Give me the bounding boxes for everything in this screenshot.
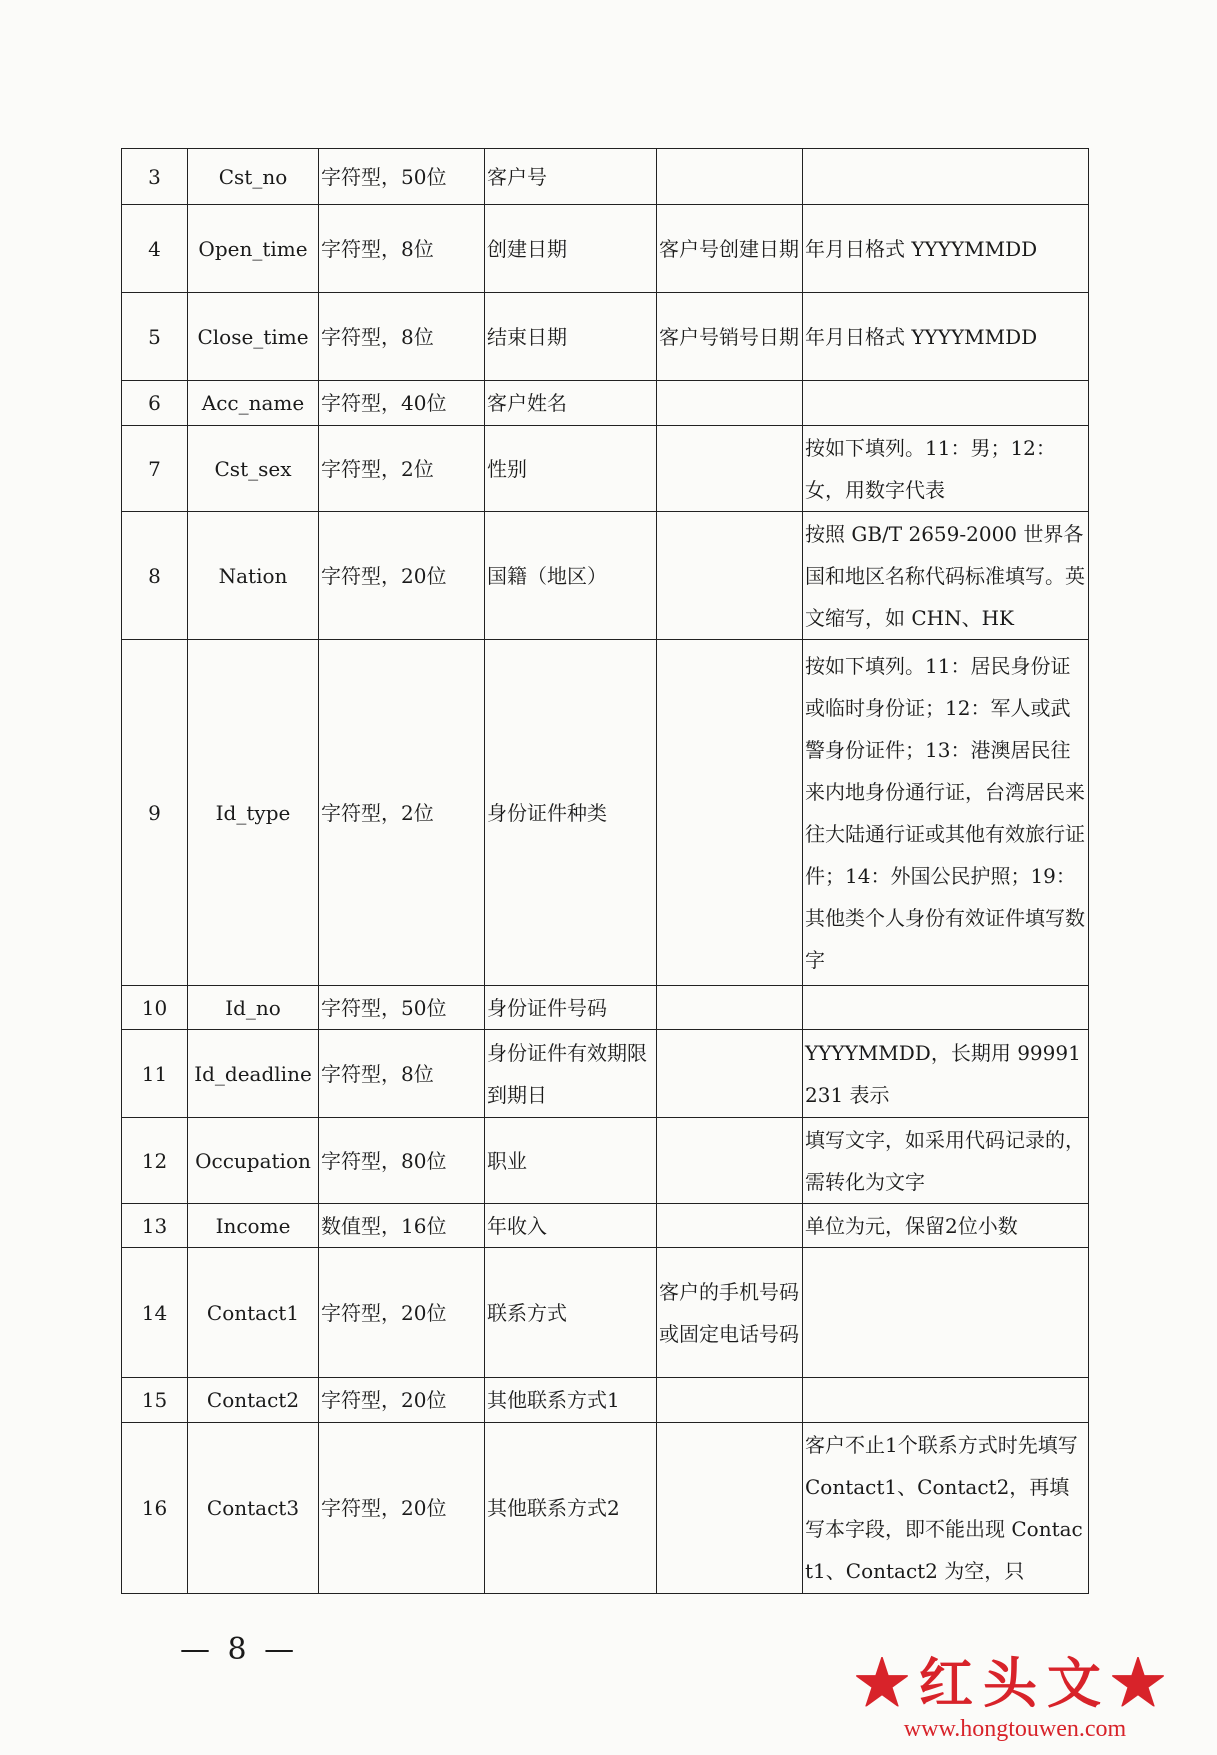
field-label: 年收入 xyxy=(485,1204,657,1248)
field-remark xyxy=(803,1248,1089,1378)
field-label: 身份证件有效期限到期日 xyxy=(485,1030,657,1118)
table-body xyxy=(122,149,1089,1594)
field-remark: YYYYMMDD，长期用 99991231 表示 xyxy=(803,1030,1089,1118)
field-name: Cst_sex xyxy=(188,426,319,512)
table-row xyxy=(122,1204,1089,1248)
field-label: 性别 xyxy=(485,426,657,512)
table-row xyxy=(122,986,1089,1030)
field-remark xyxy=(803,986,1089,1030)
field-name: Open_time xyxy=(188,205,319,293)
table-row xyxy=(122,512,1089,640)
star-icon: ★ xyxy=(855,1651,919,1715)
field-type: 字符型，20位 xyxy=(319,1423,485,1594)
table-row xyxy=(122,1248,1089,1378)
field-type: 字符型，40位 xyxy=(319,381,485,426)
table-row xyxy=(122,1030,1089,1118)
field-name: Id_no xyxy=(188,986,319,1030)
field-description xyxy=(657,1423,803,1594)
field-type: 字符型，80位 xyxy=(319,1118,485,1204)
field-description: 客户号创建日期 xyxy=(657,205,803,293)
table-row xyxy=(122,426,1089,512)
field-description xyxy=(657,149,803,205)
field-name: Acc_name xyxy=(188,381,319,426)
row-number: 11 xyxy=(122,1030,188,1118)
field-type: 字符型，2位 xyxy=(319,640,485,986)
row-number: 7 xyxy=(122,426,188,512)
field-description xyxy=(657,986,803,1030)
row-number: 8 xyxy=(122,512,188,640)
row-number: 10 xyxy=(122,986,188,1030)
field-remark: 按照 GB/T 2659-2000 世界各国和地区名称代码标准填写。英文缩写，如 CHN、HK xyxy=(803,512,1089,640)
field-type: 字符型，20位 xyxy=(319,1248,485,1378)
field-description xyxy=(657,1030,803,1118)
field-label: 其他联系方式1 xyxy=(485,1378,657,1423)
field-label: 国籍（地区） xyxy=(485,512,657,640)
field-remark: 年月日格式 YYYYMMDD xyxy=(803,293,1089,381)
field-type: 数值型，16位 xyxy=(319,1204,485,1248)
field-name: Id_deadline xyxy=(188,1030,319,1118)
watermark-url: www.hongtouwen.com xyxy=(903,1716,1127,1742)
field-type: 字符型，50位 xyxy=(319,986,485,1030)
field-description: 客户号销号日期 xyxy=(657,293,803,381)
field-description xyxy=(657,1378,803,1423)
field-name: Nation xyxy=(188,512,319,640)
field-label: 结束日期 xyxy=(485,293,657,381)
table-row xyxy=(122,1423,1089,1594)
table-row xyxy=(122,1118,1089,1204)
row-number: 14 xyxy=(122,1248,188,1378)
table-row xyxy=(122,1378,1089,1423)
field-name: Close_time xyxy=(188,293,319,381)
field-description xyxy=(657,426,803,512)
row-number: 12 xyxy=(122,1118,188,1204)
field-remark: 年月日格式 YYYYMMDD xyxy=(803,205,1089,293)
field-remark xyxy=(803,149,1089,205)
field-remark: 按如下填列。11：男；12：女，用数字代表 xyxy=(803,426,1089,512)
field-description: 客户的手机号码或固定电话号码 xyxy=(657,1248,803,1378)
field-label: 创建日期 xyxy=(485,205,657,293)
row-number: 6 xyxy=(122,381,188,426)
field-description xyxy=(657,1118,803,1204)
field-remark xyxy=(803,1378,1089,1423)
table-row xyxy=(122,293,1089,381)
row-number: 4 xyxy=(122,205,188,293)
star-icon: ★ xyxy=(1111,1651,1175,1715)
field-name: Income xyxy=(188,1204,319,1248)
field-type: 字符型，8位 xyxy=(319,293,485,381)
row-number: 3 xyxy=(122,149,188,205)
field-type: 字符型，8位 xyxy=(319,1030,485,1118)
data-dictionary-table xyxy=(121,148,1089,1594)
page-number: — 8 — xyxy=(180,1632,299,1667)
table-row xyxy=(122,149,1089,205)
table-row xyxy=(122,640,1089,986)
field-description xyxy=(657,1204,803,1248)
field-remark xyxy=(803,381,1089,426)
field-name: Contact3 xyxy=(188,1423,319,1594)
field-type: 字符型，20位 xyxy=(319,512,485,640)
field-label: 客户号 xyxy=(485,149,657,205)
field-label: 其他联系方式2 xyxy=(485,1423,657,1594)
row-number: 16 xyxy=(122,1423,188,1594)
field-remark: 单位为元，保留2位小数 xyxy=(803,1204,1089,1248)
field-type: 字符型，8位 xyxy=(319,205,485,293)
field-description xyxy=(657,512,803,640)
field-name: Id_type xyxy=(188,640,319,986)
field-type: 字符型，20位 xyxy=(319,1378,485,1423)
field-description xyxy=(657,640,803,986)
watermark-title xyxy=(825,1652,1205,1714)
field-label: 职业 xyxy=(485,1118,657,1204)
field-label: 身份证件种类 xyxy=(485,640,657,986)
field-name: Contact2 xyxy=(188,1378,319,1423)
field-type: 字符型，2位 xyxy=(319,426,485,512)
field-name: Occupation xyxy=(188,1118,319,1204)
field-label: 联系方式 xyxy=(485,1248,657,1378)
field-type: 字符型，50位 xyxy=(319,149,485,205)
table-row xyxy=(122,381,1089,426)
field-remark: 按如下填列。11：居民身份证或临时身份证；12：军人或武警身份证件；13：港澳居民往来内地身份通行证，台湾居民来往大陆通行证或其他有效旅行证件；14：外国公民护照；19：其他类个人身份有效证件填写数字 xyxy=(803,640,1089,986)
row-number: 15 xyxy=(122,1378,188,1423)
field-label: 身份证件号码 xyxy=(485,986,657,1030)
watermark-logo xyxy=(825,1652,1205,1752)
table-row xyxy=(122,205,1089,293)
field-description xyxy=(657,381,803,426)
field-name: Contact1 xyxy=(188,1248,319,1378)
field-label: 客户姓名 xyxy=(485,381,657,426)
field-remark: 填写文字，如采用代码记录的，需转化为文字 xyxy=(803,1118,1089,1204)
field-name: Cst_no xyxy=(188,149,319,205)
row-number: 9 xyxy=(122,640,188,986)
watermark-title-text: 红头文 xyxy=(919,1651,1111,1715)
row-number: 5 xyxy=(122,293,188,381)
field-remark: 客户不止1个联系方式时先填写 Contact1、Contact2，再填写本字段，即不能出现 Contact1、Contact2 为空，只 xyxy=(803,1423,1089,1594)
row-number: 13 xyxy=(122,1204,188,1248)
